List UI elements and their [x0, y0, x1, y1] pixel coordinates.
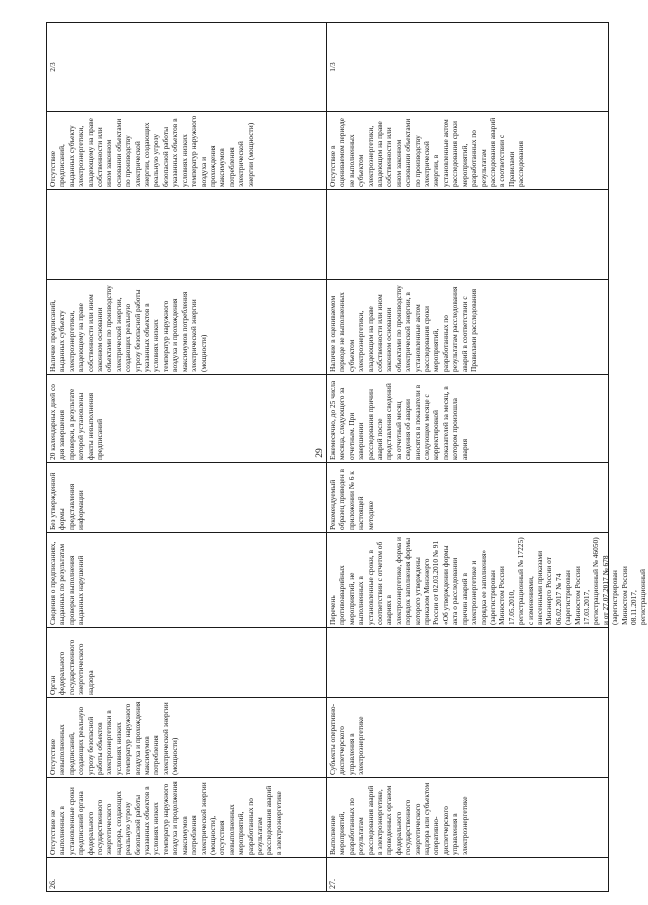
condition-cell: Наличие в оцениваемом периоде не выполненных субъектом электроэнергетики, владеющим на праве собственности или ином законном основании объектами по производству электрической энергии, в установленные актом расследования сроки мероприятий, разработанных по результатам расследования аварий в соответствии с Правилами расследования: [328, 285, 479, 372]
condition-cell: Наличие предписаний, выданных субъекту электроэнергетики, владеющему на праве собственности или ином законном основании объектами по производству электрической энергии, создающих реальную угрозу безопасной работы указанных объектов в условиях низких температур наружного воздуха и прохождения максимумов потребления электрической энергии (мощности): [48, 285, 208, 372]
column-divider: [46, 111, 608, 112]
criteria-table: [20, 22, 648, 892]
table-row-26: [46, 22, 326, 892]
information-cell: Перечень противоаварийных мероприятий, не выполненных в установленные сроки, в соответствии с отчетом об авариях в электроэнергетике, форма и порядок заполнения формы которого утверждены приказом Минэнерго России от 02.03.2010 № 91 «Об утверждении формы акта о расследовании причин аварий в электроэнергетике и порядка ее заполнения» (зарегистрирован Минюстом России 17.05.2010, регистрационный № 17225) с изменениями, внесенными приказами Минэнерго России от 06.02.2017 № 74 (зарегистрирован Минюстом России 17.03.2017, регистрационный № 46050) и от 27.07.2017 № 678 (зарегистрирован Минюстом России 08.11.2017, регистрационный: [328, 537, 648, 625]
column-divider: [46, 462, 608, 463]
column-divider: [46, 532, 608, 533]
column-divider: [46, 189, 608, 190]
column-divider: [46, 857, 608, 858]
score-cell: [46, 190, 326, 280]
criterion-cell: Отсутствие не выполненных в установленные сроки предписаний органа федерального государственного энергетического надзора, создающих реальную угрозу безопасной работы указанных объектов в условиях низких температур наружного воздуха и продолжения максимумов потребления электрической энергии (мощности), отсутствия невыполненных мероприятий, разработанных по результатам расследования аварий в электроэнергетике: [48, 781, 283, 855]
column-divider: [46, 777, 608, 778]
column-divider: [46, 374, 608, 375]
table-border: [46, 22, 608, 23]
row-number-cell: 27.: [328, 879, 337, 889]
form-cell: Без утвержденной формы представления информации: [48, 472, 86, 530]
deadline-cell: Ежемесячно, до 25 числа месяца, следующего за отчетным. При завершении расследования причин аварий после представления сведений за отчетный месяц сведения об аварии вносятся в показатели в следующем месяце с корректировкой показателей за месяц, в котором произошла авария: [328, 380, 469, 460]
weight-cell: 2/3: [48, 62, 57, 72]
row-divider: [326, 22, 327, 892]
criterion-cell: Выполнение мероприятий, разработанных по результатам расследования аварий в электроэнергетике, проведенных органом федерального государственного энергетического надзора или субъектом оперативно-диспетчерского управления в электроэнергетике: [328, 782, 469, 855]
weight-cell: 1/3: [328, 62, 337, 72]
table-row-27: [326, 22, 648, 892]
form-cell: Рекомендуемый образец приведен в приложении № 6 к настоящей методике: [328, 468, 375, 530]
score-cell: [326, 190, 608, 280]
column-divider: [46, 279, 608, 280]
source-cell: Орган федерального государственного энергетического надзора: [48, 639, 95, 695]
deadline-cell: 20 календарных дней со дня завершения проверки, в результате которой установлены факты невыполнения предписаний: [48, 384, 105, 460]
alternative-condition-cell: Отсутствие в оцениваемом периоде не выполненных субъектом электроэнергетики, владеющим на праве собственности или ином законном основании объектами по производству электрической энергии, в установленные актом расследования сроки мероприятий, разработанных по результатам расследования аварий в соответствии с Правилами расследования: [328, 117, 526, 187]
information-cell: Сведения о предписаниях, выданных по результатам проверки выполнения выданных нарушений: [48, 541, 86, 625]
column-divider: [46, 697, 608, 698]
row-number-cell: 26.: [48, 879, 57, 889]
source-cell: [326, 628, 608, 698]
table-border: [608, 22, 609, 892]
column-divider: [46, 627, 608, 628]
alternative-condition-cell: Отсутствие предписаний, выданных субъекту электроэнергетики, владеющему на праве собственности или ином законном основании объектами по производству электрической энергии, создающих реальную угрозу безопасной работы указанных объектов в условиях низких температур наружного воздуха и прохождения максимумов потребления электрической энергии (мощности): [48, 115, 255, 187]
indicator-cell: Отсутствие невыполненных предписаний, создающих реальную угрозу безопасной работы объектов электроэнергетики в условиях низких температур наружного воздуха и прохождения максимумов потребления электрической энергии (мощности): [48, 701, 180, 775]
page-number: 29: [315, 448, 325, 458]
table-border: [46, 891, 608, 892]
table-border: [46, 22, 47, 892]
indicator-cell: Субъекты оперативно-диспетчерского управления в электроэнергетике: [328, 703, 366, 775]
